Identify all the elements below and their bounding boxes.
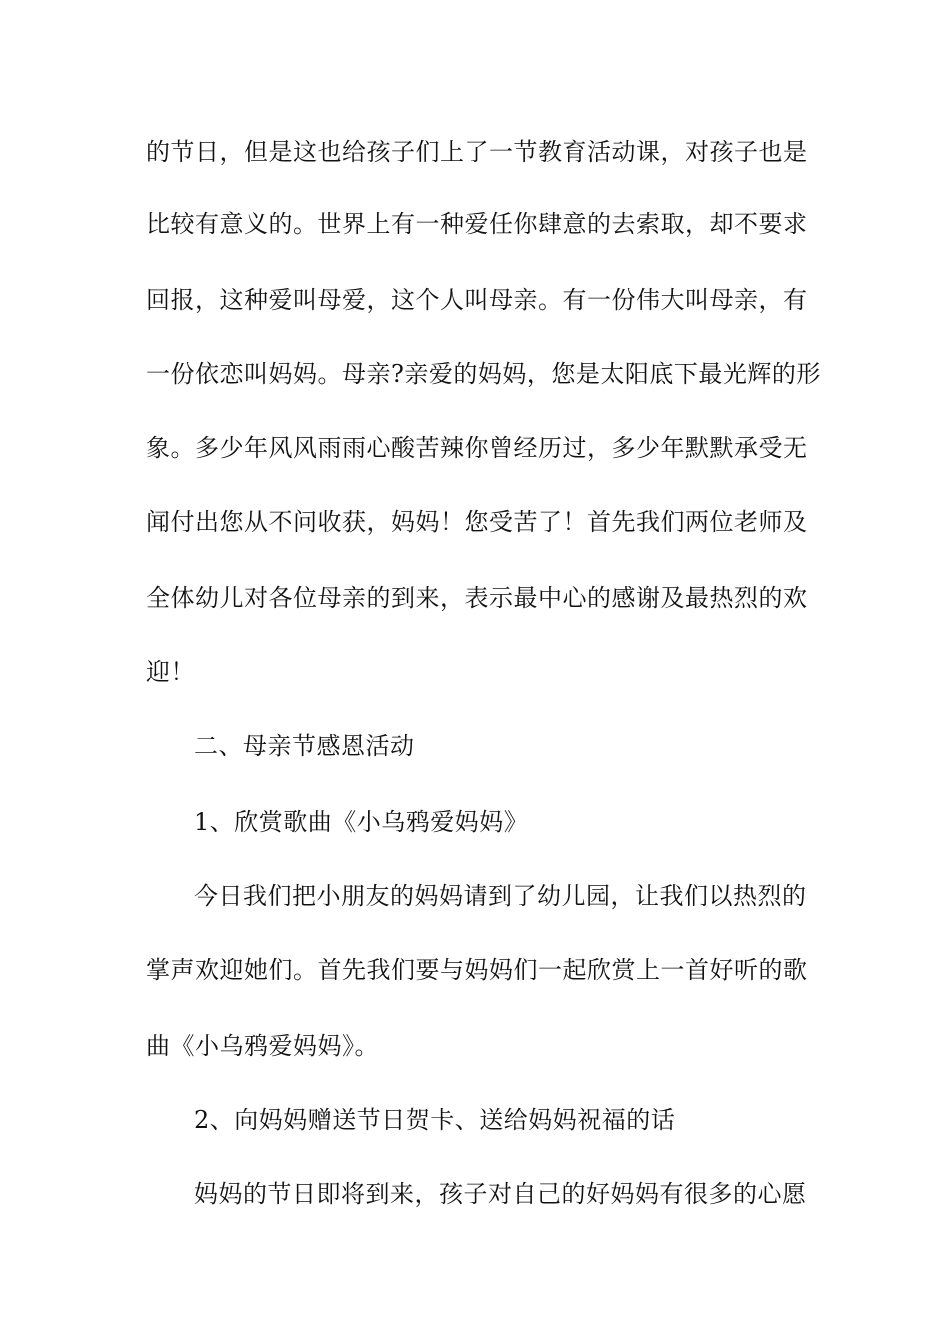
paragraph-line: 迎！	[146, 658, 195, 686]
section-heading: 二、母亲节感恩活动	[194, 732, 415, 760]
paragraph-line: 妈妈的节日即将到来，孩子对自己的好妈妈有很多的心愿	[194, 1180, 807, 1208]
paragraph-line: 一份依恋叫妈妈。母亲?亲爱的妈妈，您是太阳底下最光辉的形	[146, 360, 821, 388]
paragraph-line: 全体幼儿对各位母亲的到来，表示最中心的感谢及最热烈的欢	[146, 584, 808, 612]
subsection-heading: 2、向妈妈赠送节日贺卡、送给妈妈祝福的话	[194, 1106, 676, 1134]
subsection-heading: 1、欣赏歌曲《小乌鸦爱妈妈》	[194, 808, 529, 836]
paragraph-line: 比较有意义的。世界上有一种爱任你肆意的去索取，却不要求	[146, 210, 808, 238]
paragraph-line: 的节日，但是这也给孩子们上了一节教育活动课，对孩子也是	[146, 138, 808, 166]
paragraph-line: 曲《小乌鸦爱妈妈》。	[146, 1032, 379, 1060]
paragraph-line: 象。多少年风风雨雨心酸苦辣你曾经历过，多少年默默承受无	[146, 434, 808, 462]
paragraph-line: 闻付出您从不问收获，妈妈！您受苦了！首先我们两位老师及	[146, 508, 808, 536]
paragraph-line: 掌声欢迎她们。首先我们要与妈妈们一起欣赏上一首好听的歌	[146, 956, 808, 984]
paragraph-line: 回报，这种爱叫母爱，这个人叫母亲。有一份伟大叫母亲，有	[146, 286, 808, 314]
paragraph-line: 今日我们把小朋友的妈妈请到了幼儿园，让我们以热烈的	[194, 882, 807, 910]
